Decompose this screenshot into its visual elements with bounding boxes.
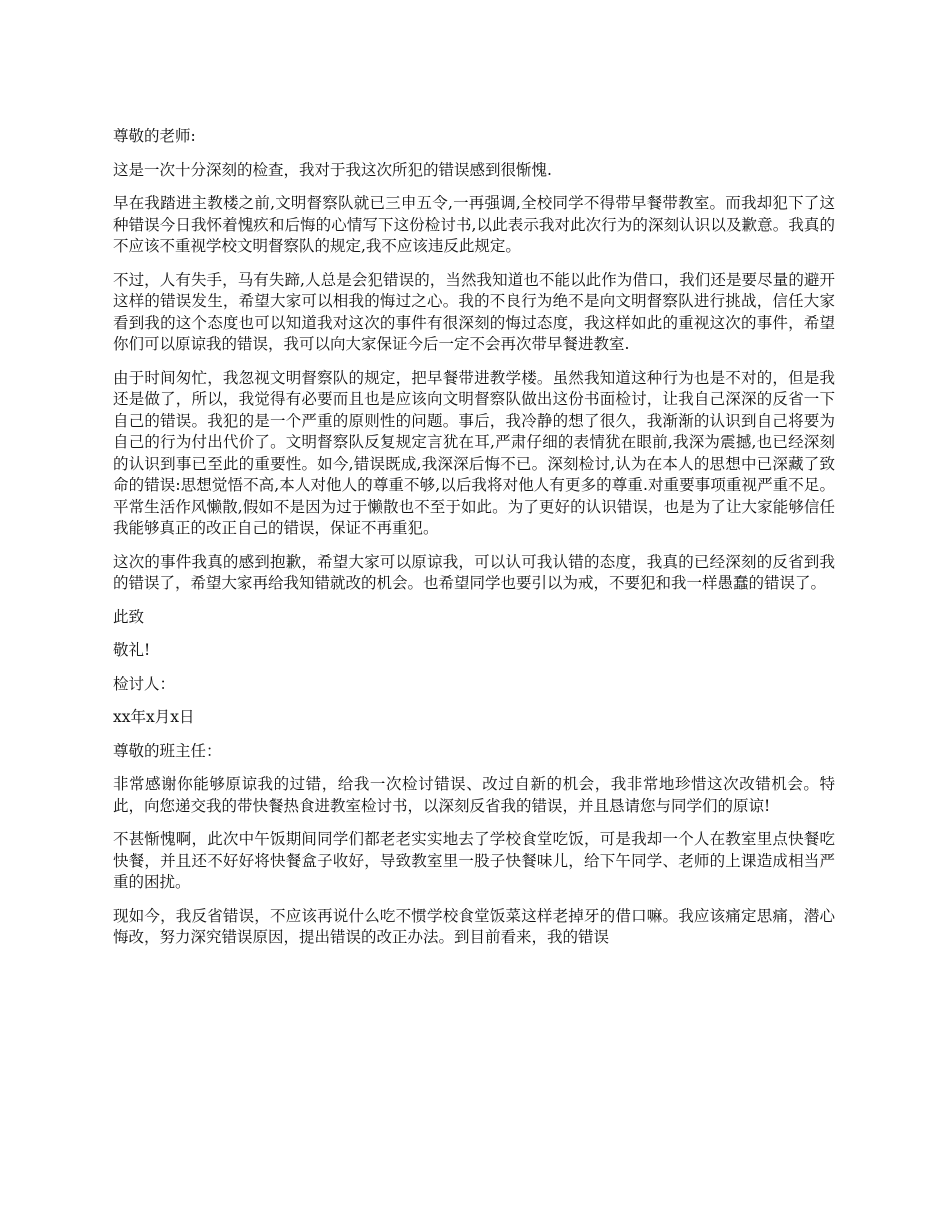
paragraph-reflection: 由于时间匆忙，我忽视文明督察队的规定，把早餐带进教学楼。虽然我知道这种行为也是不对的，但是我还是做了，所以，我觉得有必要而且也是应该向文明督察队做出这份书面检讨，让我自己深深的反省一下自己的错误。我犯的是一个严重的原则性的问题。事后，我冷静的想了很久，我渐渐的认识到自己将要为自己的行为付出代价了。文明督察队反复规定言犹在耳,严肃仔细的表情犹在眼前,我深为震撼,也已经深刻的认识到事已至此的重要性。如今,错误既成,我深深后悔不已。深刻检讨,认为在本人的思想中已深藏了致命的错误:思想觉悟不高,本人对他人的尊重不够,以后我将对他人有更多的尊重.对重要事项重视严重不足。平常生活作风懒散,假如不是因为过于懒散也不至于如此。为了更好的认识错误，也是为了让大家能够信任我能够真正的改正自己的错误，保证不再重犯。 bbox=[113, 368, 835, 537]
paragraph-closing: 这次的事件我真的感到抱歉，希望大家可以原谅我，可以认可我认错的态度，我真的已经深刻的反省到我的错误了，希望大家再给我知错就改的机会。也希望同学也要引以为戒，不要犯和我一样愚蠢的错误了。 bbox=[113, 552, 835, 592]
closing-zhizhi: 此致 bbox=[113, 607, 145, 626]
signature-label: 检讨人： bbox=[113, 674, 176, 693]
paragraph-reflection-2: 现如今，我反省错误，不应该再说什么吃不惯学校食堂饭菜这样老掉牙的借口嘛。我应该痛定思痛，潜心悔改，努力深究错误原因，提出错误的改正办法。到目前看来，我的错误 bbox=[113, 906, 835, 946]
document-body bbox=[113, 126, 835, 961]
paragraph-intro: 这是一次十分深刻的检查，我对于我这次所犯的错误感到很惭愧. bbox=[113, 160, 552, 179]
closing-jingli: 敬礼! bbox=[113, 641, 151, 659]
salutation-teacher: 尊敬的老师: bbox=[113, 127, 196, 145]
paragraph-incident: 不甚惭愧啊，此次中午饭期间同学们都老老实实地去了学校食堂吃饭，可是我却一个人在教室里点快餐吃快餐，并且还不好好将快餐盒子收好，导致教室里一股子快餐味儿，给下午同学、老师的上课造成相当严重的困扰。 bbox=[113, 830, 835, 891]
paragraph-background: 早在我踏进主教楼之前,文明督察队就已三申五令,一再强调,全校同学不得带早餐带教室。而我却犯下了这种错误今日我怀着愧疚和后悔的心情写下这份检讨书,以此表示我对此次行为的深刻认识以及歉意。我真的不应该不重视学校文明督察队的规定,我不应该违反此规定。 bbox=[113, 194, 835, 255]
salutation-head-teacher: 尊敬的班主任： bbox=[113, 741, 222, 760]
date-line: xx年x月x日 bbox=[113, 708, 195, 726]
paragraph-apology: 不过，人有失手，马有失蹄,人总是会犯错误的，当然我知道也不能以此作为借口，我们还是要尽量的避开这样的错误发生，希望大家可以相我的悔过之心。我的不良行为绝不是向文明督察队进行挑战，信任大家看到我的这个态度也可以知道我对这次的事件有很深刻的悔过态度，我这样如此的重视这次的事件，希望你们可以原谅我的错误，我可以向大家保证今后一定不会再次带早餐进教室. bbox=[113, 270, 835, 353]
paragraph-thanks: 非常感谢你能够原谅我的过错，给我一次检讨错误、改过自新的机会，我非常地珍惜这次改错机会。特此，向您递交我的带快餐热食进教室检讨书，以深刻反省我的错误，并且恳请您与同学们的原谅! bbox=[113, 775, 835, 815]
